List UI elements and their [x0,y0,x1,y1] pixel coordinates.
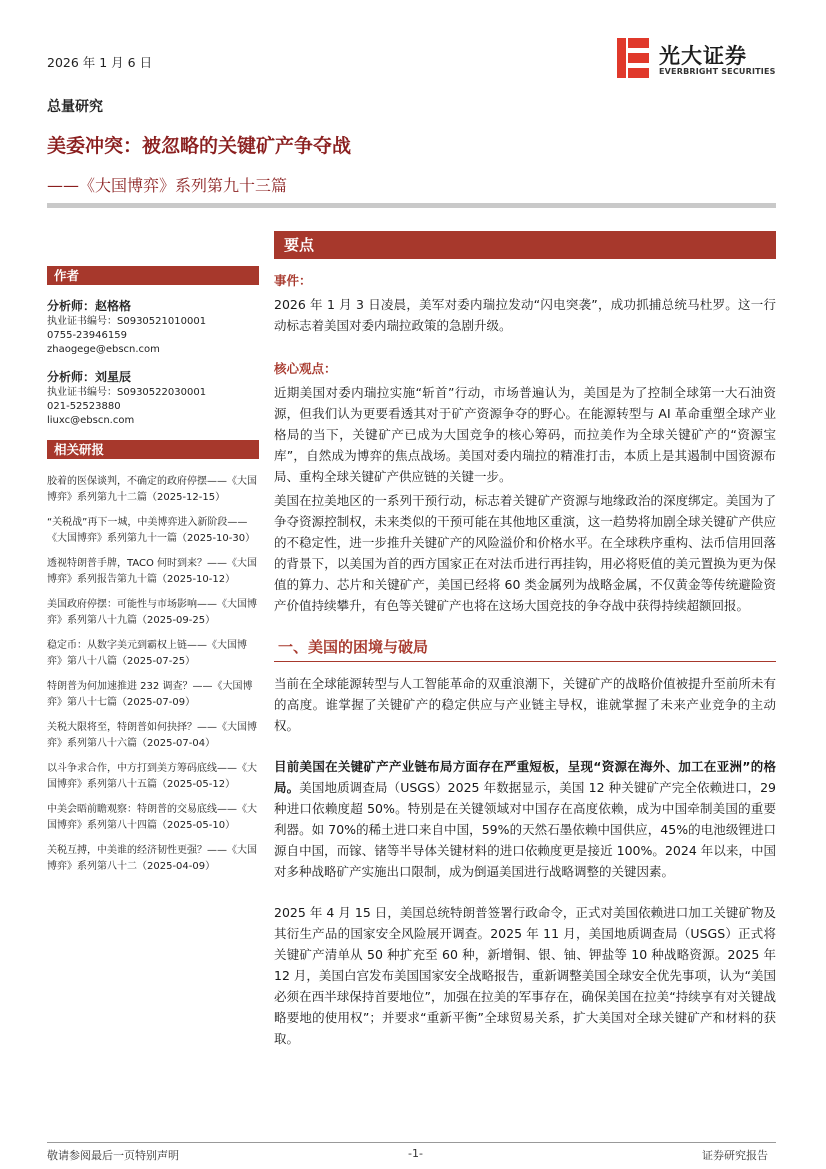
related-report-link[interactable]: “关税战”再下一城，中美博弈进入新阶段——《大国博弈》系列第九十一篇（2025-10-30） [47,517,256,544]
section-paragraph-2 [274,756,776,882]
paragraph-lead: 目前美国在关键矿产产业链布局方面存在严重短板，呈现“资源在海外、加工在亚洲”的格局。 [274,759,776,795]
section-paragraph-1: 当前在全球能源转型与人工智能革命的双重浪潮下，关键矿产的战略价值被提升至前所未有的高度。谁掌握了关键矿产的稳定供应与产业链主导权，谁就掌握了未来产业竞争的主动权。 [274,676,776,733]
analyst-block [47,297,259,357]
analyst-email[interactable]: zhaogege@ebscn.com [47,344,160,355]
paragraph-body: 美国地质调查局（USGS）2025 年数据显示，美国 12 种关键矿产完全依赖进口，29 种进口依赖度超 50%。特别是在关键领域对中国存在高度依赖，成为中国牵制美国的重要利器。如 70%的稀土进口来自中国，59%的天然石墨依赖中国供应，45%的电池级锂进口源自中国，而镓、锗等半导体关键材料的进口依赖度更是接近 100%。2024 年以来，中国对多种战略矿产实施出口限制，成为倒逼美国进行战略调整的关键因素。 [274,780,776,879]
event-heading: 事件： [274,273,312,288]
analyst-phone: 021-52523880 [47,401,121,412]
analyst-email[interactable]: liuxc@ebscn.com [47,415,135,426]
related-report-link[interactable]: 透视特朗普手牌，TACO 何时到来？——《大国博弈》系列报告第九十篇（2025-10-12） [47,558,258,585]
title-divider [47,203,776,208]
analyst-name: 分析师：赵格格 [47,299,132,313]
event-paragraph: 2026 年 1 月 3 日凌晨，美军对委内瑞拉发动“闪电突袭”，成功抓捕总统马杜罗。这一行动标志着美国对委内瑞拉政策的急剧升级。 [274,297,776,333]
brand-name-en: EVERBRIGHT SECURITIES [659,67,776,76]
analyst-block [47,368,259,428]
related-report-link[interactable]: 关税互搏，中美谁的经济韧性更强？——《大国博弈》系列第八十二（2025-04-09） [47,845,257,872]
analyst-name: 分析师：刘星辰 [47,370,132,384]
footer-divider [47,1142,776,1143]
analyst-phone: 0755-23946159 [47,330,127,341]
section-title: 一、美国的困境与破局 [278,638,429,656]
related-report-link[interactable]: 胶着的医保谈判，不确定的政府停摆——《大国博弈》系列第九十二篇（2025-12-15） [47,476,257,503]
analyst-cert: 执业证书编号：S0930522030001 [47,387,207,398]
related-report-link[interactable]: 中美会晤前瞻观察：特朗普的交易底线——《大国博弈》系列第八十四篇（2025-05-10） [47,804,257,831]
related-report-link[interactable]: 特朗普为何加速推进 232 调查？——《大国博弈》第八十七篇（2025-07-09） [47,681,253,708]
core-paragraph-2: 美国在拉美地区的一系列干预行动，标志着关键矿产资源与地缘政治的深度绑定。美国为了争夺资源控制权，未来类似的干预可能在其他地区重演，这一趋势将加剧全球关键矿产供应的不稳定性，进一步推升关键矿产的风险溢价和价格水平。在全球秩序重构、法币信用回落的背景下，以美国为首的西方国家正在对法币进行再挂钩，用必将贬值的美元置换为更为保值的算力、芯片和关键矿产，美国已经将 60 类金属列为战略金属，不仅黄金等传统避险资产价值持续攀升，有色等关键矿产也将在这场大国竞技的争夺战中获得持续超额回报。 [274,493,776,613]
report-subtitle: ——《大国博弈》系列第九十三篇 [47,176,288,195]
core-paragraph-1: 近期美国对委内瑞拉实施“斩首”行动，市场普遍认为，美国是为了控制全球第一大石油资源，但我们认为更要看透其对于矿产资源争夺的野心。在能源转型与 AI 革命重塑全球产业格局的当下，关键矿产已成为大国竞争的核心筹码，而拉美作为全球关键矿产的“资源宝库”，自然成为博弈的焦点战场。美国对委内瑞拉的精准打击，本质上是其遏制中国资源布局、重构全球关键矿产供应链的关键一步。 [274,385,776,484]
report-title: 美委冲突：被忽略的关键矿产争夺战 [47,135,352,157]
report-category: 总量研究 [47,99,103,115]
related-report-link[interactable]: 稳定币：从数字美元到霸权上链——《大国博弈》第八十八篇（2025-07-25） [47,640,247,667]
related-heading: 相关研报 [47,440,259,459]
everbright-logo-icon [617,38,649,78]
related-report-link[interactable]: 美国政府停摆：可能性与市场影响——《大国博弈》系列第八十九篇（2025-09-25） [47,599,257,626]
analyst-cert: 执业证书编号：S0930521010001 [47,316,207,327]
brand-logo [617,38,777,80]
footer-disclaimer[interactable]: 敬请参阅最后一页特别声明 [47,1149,179,1162]
page-number: -1- [408,1147,423,1160]
core-heading: 核心观点： [274,361,337,376]
related-report-link[interactable]: 关税大限将至，特朗普如何抉择？——《大国博弈》系列第八十六篇（2025-07-04） [47,722,257,749]
footer-label: 证券研究报告 [702,1149,768,1162]
keypoints-heading: 要点 [274,231,776,259]
related-report-link[interactable]: 以斗争求合作，中方打到美方筹码底线——《大国博弈》系列第八十五篇（2025-05-12） [47,763,257,790]
section-heading [274,632,776,662]
author-heading: 作者 [47,266,259,285]
related-list [47,474,259,884]
section-paragraph-3: 2025 年 4 月 15 日，美国总统特朗普签署行政命令，正式对美国依赖进口加工关键矿物及其衍生产品的国家安全风险展开调查。2025 年 11 月，美国地质调查局（USGS）正式将关键矿产清单从 50 种扩充至 60 种，新增铜、银、铀、钾盐等 10 种战略资源。2025 年 12 月，美国白宫发布美国国家安全战略报告，重新调整美国全球安全优先事项，认为“美国必须在西半球保持首要地位”，加强在拉美的军事存在，确保美国在拉美“持续享有对关键战略要地的使用权”；并要求“重新平衡”全球贸易关系，扩大美国对全球关键矿产和材料的获取。 [274,905,776,1046]
brand-name: 光大证券 [659,44,747,68]
report-date: 2026 年 1 月 6 日 [47,55,153,70]
